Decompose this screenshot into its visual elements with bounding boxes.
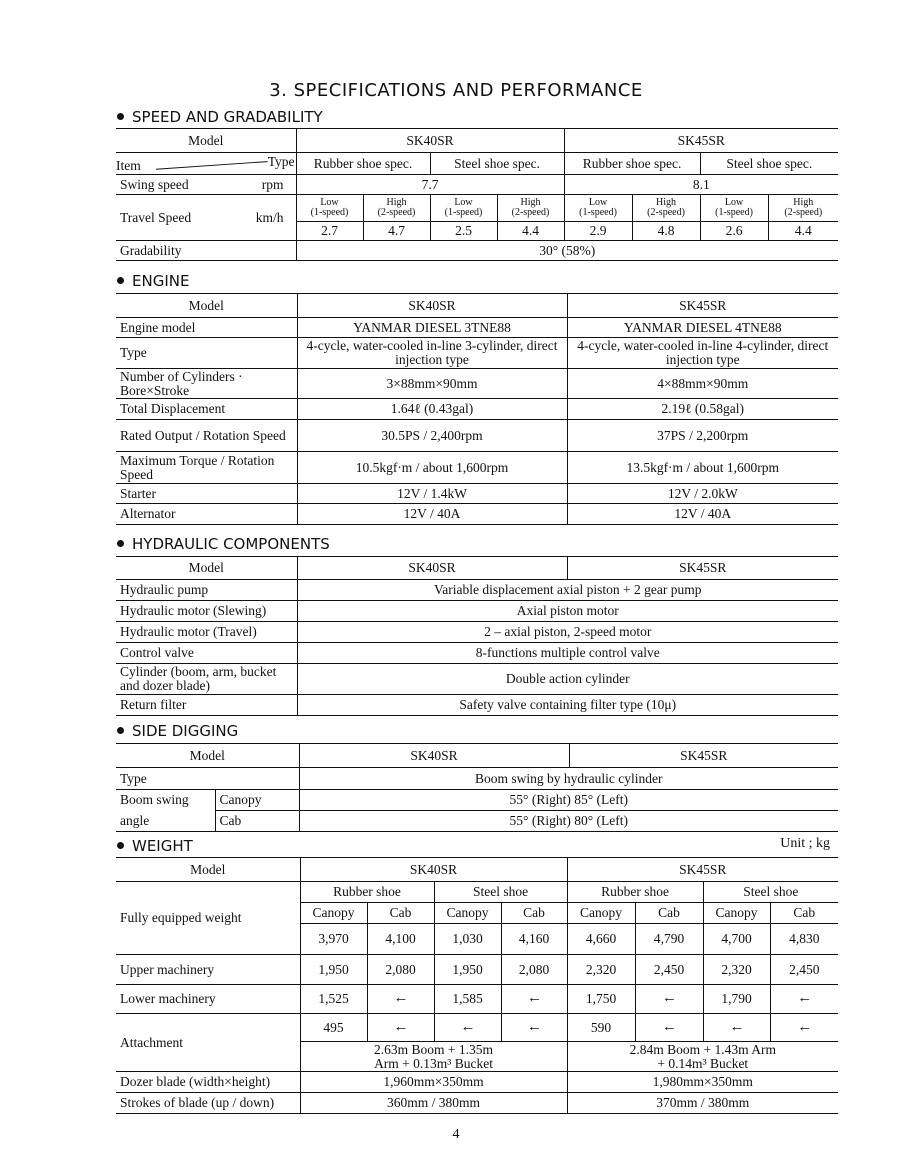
spec-steel-45: Steel shoe spec. [700, 153, 838, 175]
lower-value: 1,585 [434, 985, 501, 1014]
engine-row-sk40: 30.5PS / 2,400rpm [297, 420, 567, 452]
upper-value: 1,950 [300, 955, 367, 985]
travel-value: 4.8 [632, 222, 700, 241]
canopy-label: Canopy [215, 790, 299, 811]
bullet-icon [117, 842, 124, 849]
hydraulic-row-value: Axial piston motor [297, 601, 838, 622]
fully-value: 4,830 [770, 924, 838, 955]
engine-row-label: Starter [116, 484, 297, 504]
engine-row-sk45: 12V / 40A [567, 504, 838, 525]
model-label: Model [116, 129, 296, 153]
engine-row-sk40: 4-cycle, water-cooled in-line 3-cylinder, direct injection type [297, 338, 567, 369]
hydraulic-row-label: Control valve [116, 643, 297, 664]
swing-sk40: 7.7 [296, 175, 564, 195]
engine-row-label: Alternator [116, 504, 297, 525]
engine-row-label: Type [116, 338, 297, 369]
upper-value: 2,080 [501, 955, 567, 985]
fully-value: 4,160 [501, 924, 567, 955]
same-as-left-arrow-icon: ← [635, 985, 703, 1014]
swing-sk45: 8.1 [564, 175, 838, 195]
engine-row-sk40: 3×88mm×90mm [297, 369, 567, 399]
engine-row-label: Total Displacement [116, 399, 297, 420]
fully-value: 3,970 [300, 924, 367, 955]
upper-value: 1,950 [434, 955, 501, 985]
spec-rubber-40: Rubber shoe spec. [296, 153, 430, 175]
lower-machinery-label: Lower machinery [116, 985, 300, 1014]
engine-row-label: Number of Cylinders · Bore×Stroke [116, 369, 297, 399]
unit-note: Unit ; kg [780, 836, 830, 851]
model-label: Model [116, 744, 299, 768]
model-sk45sr: SK45SR [567, 858, 838, 882]
swing-speed-label: Swing speed rpm [116, 175, 296, 195]
model-sk40sr: SK40SR [296, 129, 564, 153]
shoe-type: Rubber shoe [300, 882, 434, 903]
upper-value: 2,320 [703, 955, 770, 985]
engine-row-label: Rated Output / Rotation Speed [116, 420, 297, 452]
cab-angle-value: 55° (Right) 80° (Left) [299, 811, 838, 832]
model-sk40sr: SK40SR [297, 294, 567, 318]
side-digging-section-heading [117, 722, 238, 740]
travel-value: 4.4 [497, 222, 564, 241]
same-as-left-arrow-icon: ← [434, 1014, 501, 1042]
engine-row-sk45: 2.19ℓ (0.58gal) [567, 399, 838, 420]
engine-row-sk45: 4×88mm×90mm [567, 369, 838, 399]
strokes-label: Strokes of blade (up / down) [116, 1093, 300, 1114]
page-title: 3. SPECIFICATIONS AND PERFORMANCE [269, 80, 643, 101]
side-type-label: Type [116, 768, 299, 790]
hydraulic-row-value: Double action cylinder [297, 664, 838, 695]
shoe-type: Rubber shoe [567, 882, 703, 903]
cab-type: Cab [367, 903, 434, 924]
travel-value: 2.7 [296, 222, 363, 241]
travel-value: 2.5 [430, 222, 497, 241]
hydraulic-row-label: Hydraulic motor (Slewing) [116, 601, 297, 622]
dozer-sk40: 1,960mm×350mm [300, 1072, 567, 1093]
same-as-left-arrow-icon: ← [367, 985, 434, 1014]
fully-value: 1,030 [434, 924, 501, 955]
hydraulic-row-value: Variable displacement axial piston + 2 gear pump [297, 580, 838, 601]
fully-value: 4,790 [635, 924, 703, 955]
travel-head: High (2-speed) [768, 195, 838, 222]
upper-value: 2,080 [367, 955, 434, 985]
dozer-sk45: 1,980mm×350mm [567, 1072, 838, 1093]
travel-value: 2.9 [564, 222, 632, 241]
bullet-icon [117, 277, 124, 284]
cab-type: Canopy [300, 903, 367, 924]
travel-head: High (2-speed) [363, 195, 430, 222]
fully-value: 4,700 [703, 924, 770, 955]
engine-table [116, 293, 838, 525]
engine-row-sk45: 12V / 2.0kW [567, 484, 838, 504]
model-sk45sr: SK45SR [569, 744, 838, 768]
dozer-blade-label: Dozer blade (width×height) [116, 1072, 300, 1093]
hydraulic-row-label: Hydraulic motor (Travel) [116, 622, 297, 643]
shoe-type: Steel shoe [703, 882, 838, 903]
attach-value: 590 [567, 1014, 635, 1042]
side-heading-text: SIDE DIGGING [132, 722, 239, 740]
hydraulic-row-value: 2 – axial piston, 2-speed motor [297, 622, 838, 643]
engine-row-sk40: 10.5kgf·m / about 1,600rpm [297, 452, 567, 484]
model-sk40sr: SK40SR [300, 858, 567, 882]
model-sk45sr: SK45SR [567, 294, 838, 318]
engine-row-label: Maximum Torque / Rotation Speed [116, 452, 297, 484]
cab-type: Cab [770, 903, 838, 924]
engine-row-sk45: 37PS / 2,200rpm [567, 420, 838, 452]
same-as-left-arrow-icon: ← [501, 985, 567, 1014]
item-type-header [116, 153, 296, 175]
shoe-type: Steel shoe [434, 882, 567, 903]
same-as-left-arrow-icon: ← [703, 1014, 770, 1042]
speed-section-heading [117, 108, 323, 126]
attach-value: 495 [300, 1014, 367, 1042]
cab-type: Canopy [567, 903, 635, 924]
hydraulic-section-heading [117, 535, 330, 553]
same-as-left-arrow-icon: ← [770, 985, 838, 1014]
canopy-angle-value: 55° (Right) 85° (Left) [299, 790, 838, 811]
attachment-desc-sk45: 2.84m Boom + 1.43m Arm + 0.14m³ Bucket [567, 1042, 838, 1072]
cab-type: Cab [635, 903, 703, 924]
travel-head: High (2-speed) [632, 195, 700, 222]
model-sk45sr: SK45SR [567, 557, 838, 580]
travel-head: Low (1-speed) [296, 195, 363, 222]
engine-row-sk45: 4-cycle, water-cooled in-line 4-cylinder, direct injection type [567, 338, 838, 369]
travel-value: 4.4 [768, 222, 838, 241]
fully-value: 4,660 [567, 924, 635, 955]
engine-row-sk40: 1.64ℓ (0.43gal) [297, 399, 567, 420]
same-as-left-arrow-icon: ← [635, 1014, 703, 1042]
boom-angle-label: angle [116, 811, 215, 832]
hydraulic-row-value: 8-functions multiple control valve [297, 643, 838, 664]
bullet-icon [117, 727, 124, 734]
hydraulic-row-label: Hydraulic pump [116, 580, 297, 601]
strokes-sk40: 360mm / 380mm [300, 1093, 567, 1114]
lower-value: 1,525 [300, 985, 367, 1014]
travel-value: 2.6 [700, 222, 768, 241]
engine-row-sk40: YANMAR DIESEL 3TNE88 [297, 318, 567, 338]
spec-steel-40: Steel shoe spec. [430, 153, 564, 175]
engine-row-sk40: 12V / 40A [297, 504, 567, 525]
cab-type: Canopy [434, 903, 501, 924]
page-number: 4 [452, 1127, 460, 1142]
upper-machinery-label: Upper machinery [116, 955, 300, 985]
strokes-sk45: 370mm / 380mm [567, 1093, 838, 1114]
upper-value: 2,320 [567, 955, 635, 985]
travel-value: 4.7 [363, 222, 430, 241]
same-as-left-arrow-icon: ← [367, 1014, 434, 1042]
model-label: Model [116, 557, 297, 580]
travel-head: Low (1-speed) [564, 195, 632, 222]
travel-speed-label: Travel Speed km/h [116, 195, 296, 241]
hydraulic-heading-text: HYDRAULIC COMPONENTS [132, 535, 330, 553]
spec-rubber-45: Rubber shoe spec. [564, 153, 700, 175]
speed-heading-text: SPEED AND GRADABILITY [132, 108, 323, 126]
boom-swing-label: Boom swing [116, 790, 215, 811]
bullet-icon [117, 540, 124, 547]
cab-label: Cab [215, 811, 299, 832]
travel-head: Low (1-speed) [700, 195, 768, 222]
upper-value: 2,450 [770, 955, 838, 985]
weight-table [116, 857, 838, 1114]
cab-type: Canopy [703, 903, 770, 924]
cab-type: Cab [501, 903, 567, 924]
model-label: Model [116, 294, 297, 318]
gradability-label: Gradability [116, 241, 296, 261]
side-type-value: Boom swing by hydraulic cylinder [299, 768, 838, 790]
engine-section-heading [117, 272, 189, 290]
lower-value: 1,750 [567, 985, 635, 1014]
bullet-icon [117, 113, 124, 120]
engine-heading-text: ENGINE [132, 272, 190, 290]
fully-equipped-label: Fully equipped weight [116, 882, 300, 955]
hydraulic-table [116, 556, 838, 716]
travel-head: High (2-speed) [497, 195, 564, 222]
hydraulic-row-value: Safety valve containing filter type (10μ) [297, 695, 838, 716]
speed-table [116, 128, 838, 261]
weight-heading-text: WEIGHT [132, 837, 193, 855]
fully-value: 4,100 [367, 924, 434, 955]
side-digging-table [116, 743, 838, 832]
model-label: Model [116, 858, 300, 882]
model-sk40sr: SK40SR [297, 557, 567, 580]
hydraulic-row-label: Cylinder (boom, arm, bucket and dozer blade) [116, 664, 297, 695]
model-sk40sr: SK40SR [299, 744, 569, 768]
lower-value: 1,790 [703, 985, 770, 1014]
engine-row-sk45: YANMAR DIESEL 4TNE88 [567, 318, 838, 338]
attachment-desc-sk40: 2.63m Boom + 1.35m Arm + 0.13m³ Bucket [300, 1042, 567, 1072]
same-as-left-arrow-icon: ← [770, 1014, 838, 1042]
hydraulic-row-label: Return filter [116, 695, 297, 716]
type-label: Type [267, 154, 295, 169]
model-sk45sr: SK45SR [564, 129, 838, 153]
engine-row-label: Engine model [116, 318, 297, 338]
gradability-value: 30° (58%) [296, 241, 838, 261]
upper-value: 2,450 [635, 955, 703, 985]
engine-row-sk40: 12V / 1.4kW [297, 484, 567, 504]
engine-row-sk45: 13.5kgf·m / about 1,600rpm [567, 452, 838, 484]
same-as-left-arrow-icon: ← [501, 1014, 567, 1042]
item-label: Item [116, 158, 141, 174]
attachment-label: Attachment [116, 1014, 300, 1072]
weight-section-heading [117, 837, 193, 855]
travel-head: Low (1-speed) [430, 195, 497, 222]
